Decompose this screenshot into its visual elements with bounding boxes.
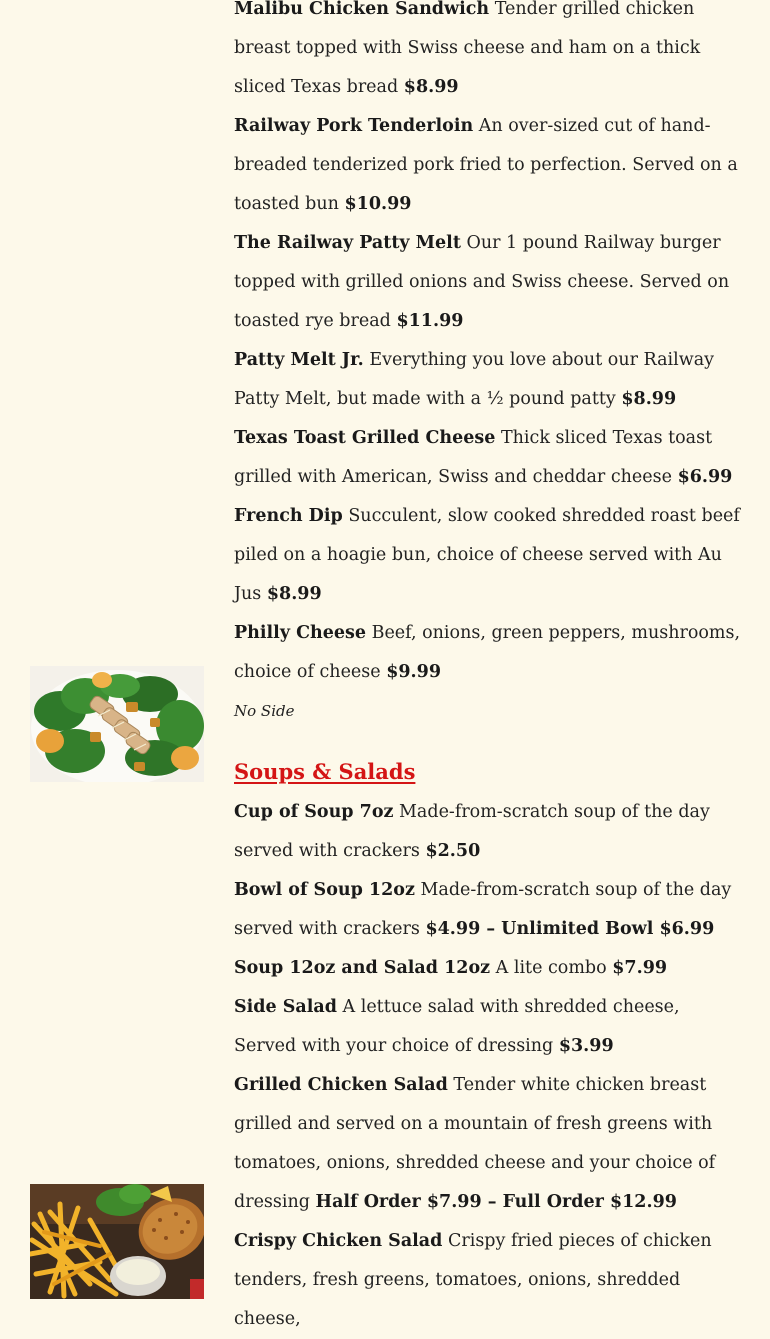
menu-item (234, 0, 746, 107)
menu-item (234, 949, 746, 988)
item-description: Tender white chicken breast grilled and served on a mountain of fresh greens with tomatoes, onions, shredded cheese and your choice of dressing (234, 1075, 716, 1212)
menu-item (234, 107, 746, 224)
menu-item (234, 224, 746, 341)
item-price: Half Order $7.99 – Full Order $12.99 (315, 1192, 677, 1212)
item-name: Philly Cheese (234, 623, 366, 643)
item-name: Soup 12oz and Salad 12oz (234, 958, 491, 978)
menu-item (234, 614, 746, 692)
item-description: Succulent, slow cooked shredded roast beef piled on a hoagie bun, choice of cheese served with Au Jus (234, 506, 740, 604)
menu-item (234, 871, 746, 949)
menu-item (234, 988, 746, 1066)
item-price: $8.99 (266, 584, 322, 604)
item-description: A lettuce salad with shredded cheese, Served with your choice of dressing (234, 997, 680, 1056)
grilled-chicken-salad-photo (30, 666, 204, 782)
item-description: Made-from-scratch soup of the day served with crackers (234, 802, 710, 861)
item-price: $11.99 (396, 311, 464, 331)
item-name: Crispy Chicken Salad (234, 1231, 443, 1251)
menu-item (234, 793, 746, 871)
item-name: Railway Pork Tenderloin (234, 116, 474, 136)
item-description: Everything you love about our Railway Patty Melt, but made with a ½ pound patty (234, 350, 715, 409)
item-name: Bowl of Soup 12oz (234, 880, 415, 900)
item-name: Grilled Chicken Salad (234, 1075, 448, 1095)
item-price: $8.99 (621, 389, 677, 409)
item-name: Texas Toast Grilled Cheese (234, 428, 496, 448)
item-description: A lite combo (495, 958, 607, 978)
item-price: $4.99 – Unlimited Bowl $6.99 (425, 919, 715, 939)
item-price: $7.99 (612, 958, 668, 978)
item-price: $9.99 (386, 662, 442, 682)
item-price: $3.99 (558, 1036, 614, 1056)
menu-item (234, 497, 746, 614)
section-title-soups-salads: Soups & Salads (234, 759, 416, 784)
item-description: Our 1 pound Railway burger topped with grilled onions and Swiss cheese. Served on toasted rye bread (234, 233, 730, 331)
menu-item (234, 419, 746, 497)
item-description: Beef, onions, green peppers, mushrooms, choice of cheese (234, 623, 741, 682)
menu-item (234, 1222, 746, 1339)
item-name: Cup of Soup 7oz (234, 802, 394, 822)
menu-item (234, 1066, 746, 1222)
item-price: $2.50 (425, 841, 481, 861)
item-price: $6.99 (677, 467, 733, 487)
item-description: Crispy fried pieces of chicken tenders, fresh greens, tomatoes, onions, shredded cheese, (234, 1231, 712, 1329)
no-side-note: No Side (234, 702, 295, 720)
item-description: Made-from-scratch soup of the day served with crackers (234, 880, 732, 939)
item-price: $10.99 (344, 194, 412, 214)
item-description: Tender grilled chicken breast topped with Swiss cheese and ham on a thick sliced Texas bread (234, 0, 701, 97)
menu-item (234, 341, 746, 419)
chicken-tenders-fries-photo (30, 1184, 204, 1299)
item-price: $8.99 (403, 77, 459, 97)
item-name: French Dip (234, 506, 343, 526)
item-description: Thick sliced Texas toast grilled with American, Swiss and cheddar cheese (234, 428, 713, 487)
item-name: Malibu Chicken Sandwich (234, 0, 490, 19)
item-name: The Railway Patty Melt (234, 233, 461, 253)
item-name: Side Salad (234, 997, 337, 1017)
menu-column (234, 0, 746, 1339)
item-description: An over-sized cut of hand-breaded tenderized pork fried to perfection. Served on a toasted bun (234, 116, 738, 214)
item-name: Patty Melt Jr. (234, 350, 364, 370)
